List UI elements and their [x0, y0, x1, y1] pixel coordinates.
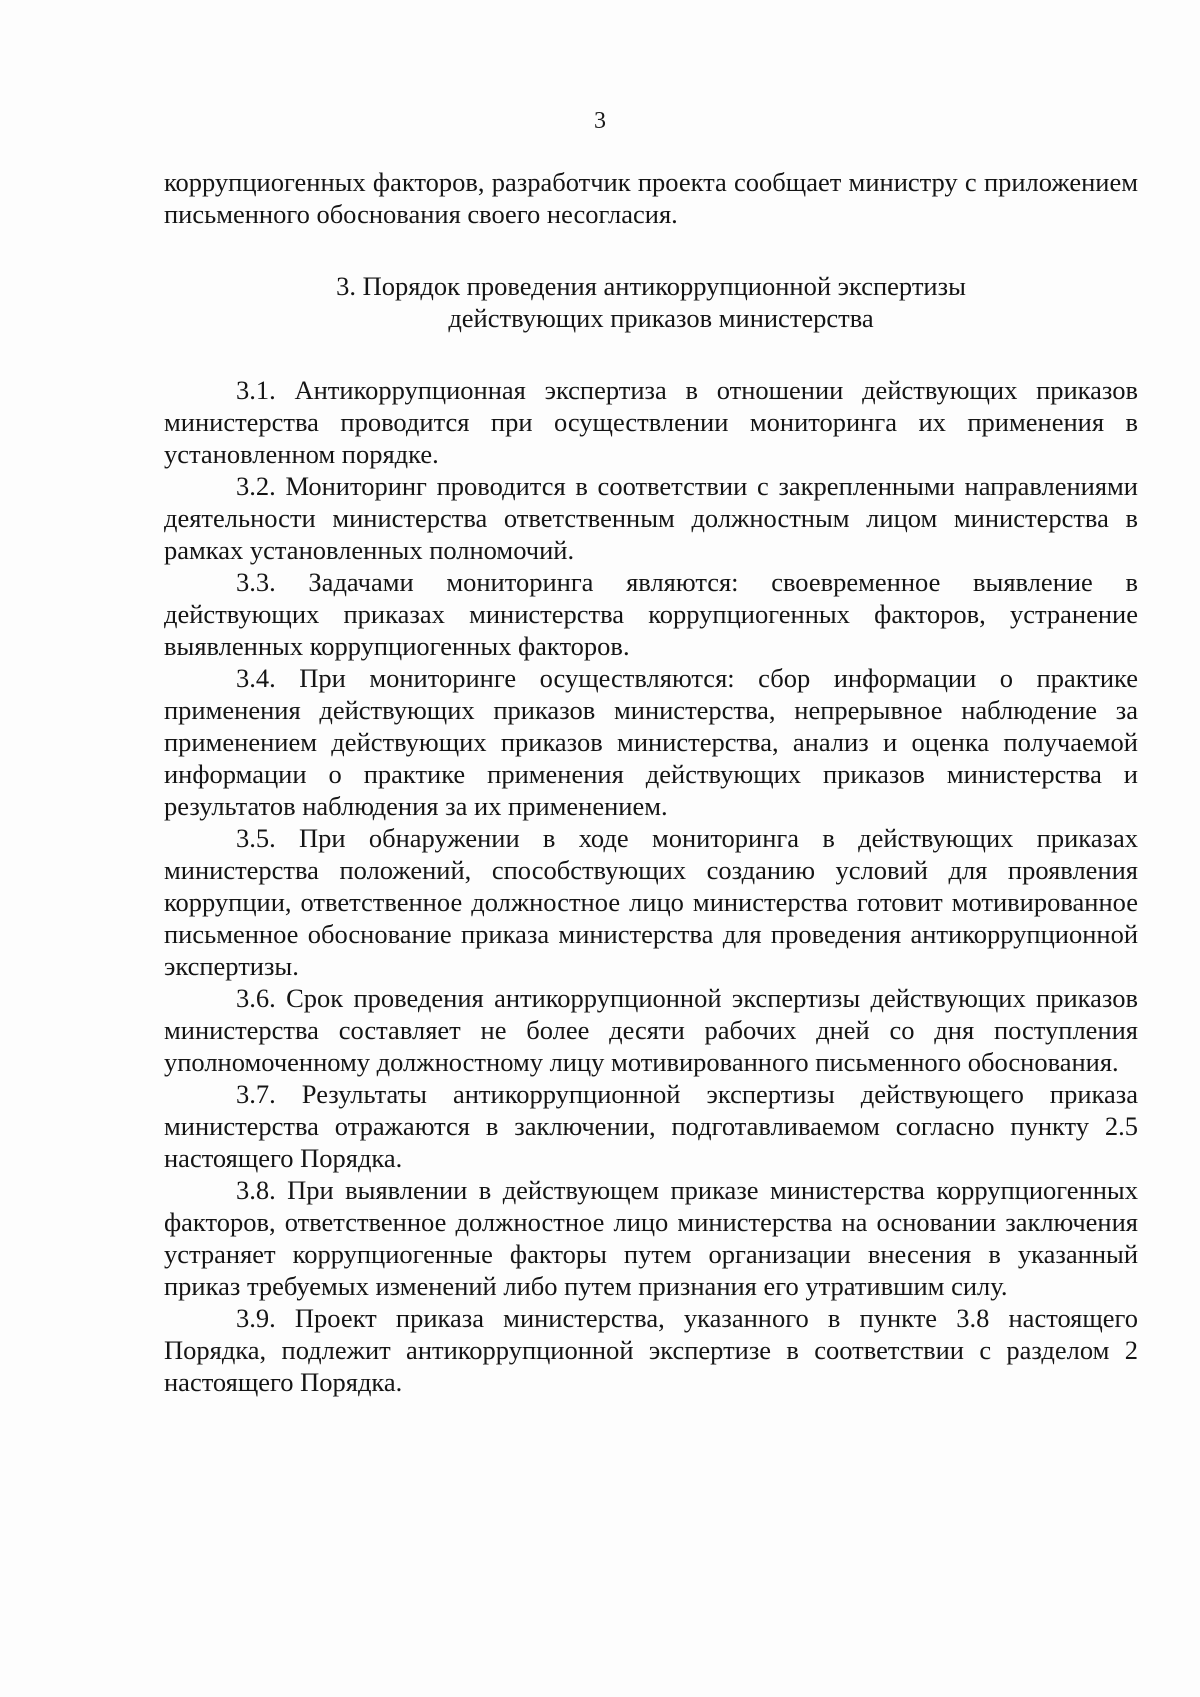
page-number: 3: [594, 108, 606, 134]
paragraph-3-7: 3.7. Результаты антикоррупционной экспертизы действующего приказа министерства отражаются в заключении, подготавливаемом согласно пункту 2.5 настоящего Порядка.: [164, 1079, 1138, 1173]
paragraph-3-4: 3.4. При мониторинге осуществляются: сбор информации о практике применения действующих приказов министерства, непрерывное наблюдение за применением действующих приказов министерства, анализ и оценка получаемой информации о практике применения действующих приказов министерства и результатов наблюдения за их применением.: [164, 663, 1138, 821]
paragraph-3-6: 3.6. Срок проведения антикоррупционной экспертизы действующих приказов министерства составляет не более десяти рабочих дней со дня поступления уполномоченному должностному лицу мотивированного письменного обоснования.: [164, 983, 1138, 1077]
intro-paragraph: коррупциогенных факторов, разработчик проекта сообщает министру с приложением письменного обоснования своего несогласия.: [164, 167, 1138, 229]
paragraph-3-9: 3.9. Проект приказа министерства, указанного в пункте 3.8 настоящего Порядка, подлежит антикоррупционной экспертизе в соответствии с разделом 2 настоящего Порядка.: [164, 1303, 1138, 1397]
paragraph-3-1: 3.1. Антикоррупционная экспертиза в отношении действующих приказов министерства проводится при осуществлении мониторинга их применения в установленном порядке.: [164, 375, 1138, 469]
document-body: [164, 166, 1138, 1398]
paragraph-3-2: 3.2. Мониторинг проводится в соответствии с закрепленными направлениями деятельности министерства ответственным должностным лицом министерства в рамках установленных полномочий.: [164, 471, 1138, 565]
section-heading-line-2: действующих приказов министерства: [448, 303, 874, 333]
paragraph-3-8: 3.8. При выявлении в действующем приказе министерства коррупциогенных факторов, ответственное должностное лицо министерства на основании заключения устраняет коррупциогенные факторы путем организации внесения в указанный приказ требуемых изменений либо путем признания его утратившим силу.: [164, 1175, 1138, 1301]
section-heading-line-1: 3. Порядок проведения антикоррупционной экспертизы: [336, 271, 966, 301]
paragraph-3-3: 3.3. Задачами мониторинга являются: своевременное выявление в действующих приказах министерства коррупциогенных факторов, устранение выявленных коррупциогенных факторов.: [164, 567, 1138, 661]
paragraph-3-5: 3.5. При обнаружении в ходе мониторинга в действующих приказах министерства положений, способствующих созданию условий для проявления коррупции, ответственное должностное лицо министерства готовит мотивированное письменное обоснование приказа министерства для проведения антикоррупционной экспертизы.: [164, 823, 1138, 981]
section-heading: [164, 270, 1138, 334]
